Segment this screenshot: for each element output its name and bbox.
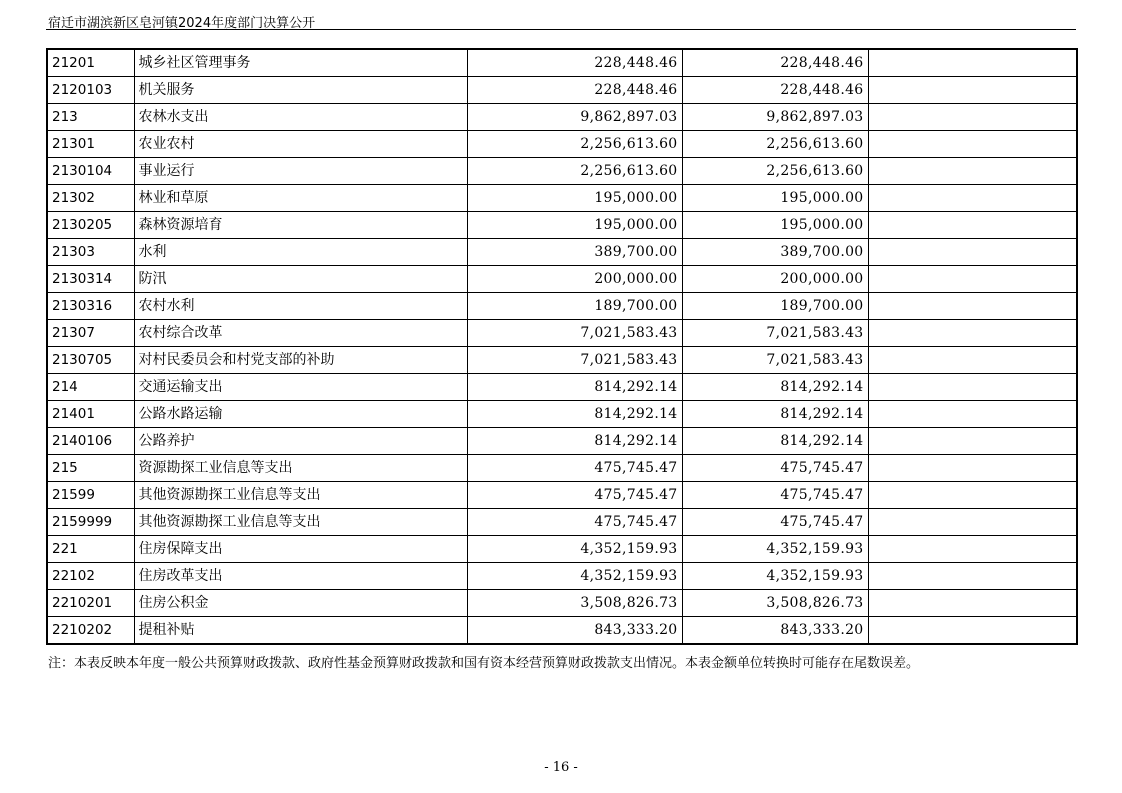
empty-cell	[868, 509, 1077, 536]
subject-code-cell: 2130104	[47, 158, 134, 185]
subject-code-cell: 2130205	[47, 212, 134, 239]
empty-cell	[868, 590, 1077, 617]
amount-total-cell: 195,000.00	[467, 212, 682, 239]
amount-total-cell: 228,448.46	[467, 77, 682, 104]
subject-code-cell: 21302	[47, 185, 134, 212]
table-row	[47, 401, 1077, 428]
subject-name-cell: 公路养护	[134, 428, 467, 455]
table-row	[47, 590, 1077, 617]
amount-basic-cell: 389,700.00	[682, 239, 868, 266]
amount-total-cell: 3,508,826.73	[467, 590, 682, 617]
table-row	[47, 185, 1077, 212]
subject-name-cell: 林业和草原	[134, 185, 467, 212]
table-row	[47, 509, 1077, 536]
empty-cell	[868, 239, 1077, 266]
table-row	[47, 563, 1077, 590]
amount-basic-cell: 814,292.14	[682, 401, 868, 428]
empty-cell	[868, 158, 1077, 185]
subject-name-cell: 森林资源培育	[134, 212, 467, 239]
subject-code-cell: 2120103	[47, 77, 134, 104]
expenditure-table-body	[47, 49, 1077, 644]
amount-basic-cell: 2,256,613.60	[682, 131, 868, 158]
amount-total-cell: 2,256,613.60	[467, 158, 682, 185]
amount-total-cell: 843,333.20	[467, 617, 682, 645]
table-row	[47, 77, 1077, 104]
page-header-title: 宿迁市湖滨新区皂河镇2024年度部门决算公开	[48, 16, 316, 31]
subject-name-cell: 事业运行	[134, 158, 467, 185]
empty-cell	[868, 428, 1077, 455]
amount-total-cell: 814,292.14	[467, 428, 682, 455]
empty-cell	[868, 266, 1077, 293]
table-footnote: 注：本表反映本年度一般公共预算财政拨款、政府性基金预算财政拨款和国有资本经营预算财政拨款支出情况。本表金额单位转换时可能存在尾数误差。	[48, 656, 920, 671]
subject-name-cell: 水利	[134, 239, 467, 266]
subject-code-cell: 22102	[47, 563, 134, 590]
amount-total-cell: 475,745.47	[467, 482, 682, 509]
amount-total-cell: 4,352,159.93	[467, 536, 682, 563]
amount-basic-cell: 814,292.14	[682, 374, 868, 401]
subject-name-cell: 对村民委员会和村党支部的补助	[134, 347, 467, 374]
empty-cell	[868, 617, 1077, 645]
subject-name-cell: 农村综合改革	[134, 320, 467, 347]
subject-name-cell: 住房改革支出	[134, 563, 467, 590]
subject-code-cell: 2130314	[47, 266, 134, 293]
amount-total-cell: 814,292.14	[467, 401, 682, 428]
amount-total-cell: 195,000.00	[467, 185, 682, 212]
amount-total-cell: 4,352,159.93	[467, 563, 682, 590]
amount-total-cell: 475,745.47	[467, 455, 682, 482]
table-row	[47, 104, 1077, 131]
amount-basic-cell: 195,000.00	[682, 212, 868, 239]
amount-total-cell: 228,448.46	[467, 49, 682, 77]
subject-code-cell: 213	[47, 104, 134, 131]
table-row	[47, 347, 1077, 374]
table-row	[47, 428, 1077, 455]
amount-basic-cell: 475,745.47	[682, 482, 868, 509]
subject-name-cell: 公路水路运输	[134, 401, 467, 428]
table-row	[47, 455, 1077, 482]
amount-basic-cell: 475,745.47	[682, 455, 868, 482]
table-row	[47, 239, 1077, 266]
amount-total-cell: 475,745.47	[467, 509, 682, 536]
amount-total-cell: 2,256,613.60	[467, 131, 682, 158]
header-divider	[46, 29, 1076, 30]
empty-cell	[868, 320, 1077, 347]
empty-cell	[868, 401, 1077, 428]
amount-basic-cell: 7,021,583.43	[682, 320, 868, 347]
subject-name-cell: 农林水支出	[134, 104, 467, 131]
empty-cell	[868, 293, 1077, 320]
subject-name-cell: 住房公积金	[134, 590, 467, 617]
empty-cell	[868, 455, 1077, 482]
subject-name-cell: 住房保障支出	[134, 536, 467, 563]
expenditure-table	[46, 48, 1078, 645]
table-row	[47, 536, 1077, 563]
subject-code-cell: 221	[47, 536, 134, 563]
subject-name-cell: 农业农村	[134, 131, 467, 158]
amount-basic-cell: 475,745.47	[682, 509, 868, 536]
table-row	[47, 320, 1077, 347]
subject-name-cell: 资源勘探工业信息等支出	[134, 455, 467, 482]
amount-basic-cell: 228,448.46	[682, 49, 868, 77]
amount-basic-cell: 4,352,159.93	[682, 536, 868, 563]
subject-name-cell: 其他资源勘探工业信息等支出	[134, 509, 467, 536]
empty-cell	[868, 482, 1077, 509]
empty-cell	[868, 49, 1077, 77]
empty-cell	[868, 536, 1077, 563]
subject-code-cell: 2210201	[47, 590, 134, 617]
amount-total-cell: 9,862,897.03	[467, 104, 682, 131]
subject-name-cell: 其他资源勘探工业信息等支出	[134, 482, 467, 509]
amount-total-cell: 7,021,583.43	[467, 320, 682, 347]
empty-cell	[868, 185, 1077, 212]
amount-basic-cell: 4,352,159.93	[682, 563, 868, 590]
subject-code-cell: 21301	[47, 131, 134, 158]
amount-basic-cell: 228,448.46	[682, 77, 868, 104]
table-row	[47, 266, 1077, 293]
subject-code-cell: 2140106	[47, 428, 134, 455]
table-row	[47, 482, 1077, 509]
empty-cell	[868, 77, 1077, 104]
page-number: - 16 -	[544, 760, 578, 775]
subject-code-cell: 2130316	[47, 293, 134, 320]
table-row	[47, 293, 1077, 320]
table-row	[47, 131, 1077, 158]
empty-cell	[868, 347, 1077, 374]
subject-code-cell: 2210202	[47, 617, 134, 645]
subject-code-cell: 2159999	[47, 509, 134, 536]
amount-total-cell: 389,700.00	[467, 239, 682, 266]
amount-total-cell: 814,292.14	[467, 374, 682, 401]
subject-name-cell: 农村水利	[134, 293, 467, 320]
amount-basic-cell: 7,021,583.43	[682, 347, 868, 374]
subject-code-cell: 21599	[47, 482, 134, 509]
amount-total-cell: 189,700.00	[467, 293, 682, 320]
amount-basic-cell: 2,256,613.60	[682, 158, 868, 185]
table-row	[47, 212, 1077, 239]
empty-cell	[868, 104, 1077, 131]
amount-basic-cell: 843,333.20	[682, 617, 868, 645]
subject-code-cell: 215	[47, 455, 134, 482]
subject-name-cell: 提租补贴	[134, 617, 467, 645]
subject-code-cell: 21303	[47, 239, 134, 266]
amount-basic-cell: 3,508,826.73	[682, 590, 868, 617]
empty-cell	[868, 131, 1077, 158]
amount-total-cell: 200,000.00	[467, 266, 682, 293]
subject-code-cell: 21401	[47, 401, 134, 428]
amount-basic-cell: 814,292.14	[682, 428, 868, 455]
subject-name-cell: 城乡社区管理事务	[134, 49, 467, 77]
table-row	[47, 158, 1077, 185]
subject-code-cell: 2130705	[47, 347, 134, 374]
subject-name-cell: 交通运输支出	[134, 374, 467, 401]
amount-total-cell: 7,021,583.43	[467, 347, 682, 374]
empty-cell	[868, 374, 1077, 401]
subject-code-cell: 214	[47, 374, 134, 401]
amount-basic-cell: 195,000.00	[682, 185, 868, 212]
subject-code-cell: 21201	[47, 49, 134, 77]
subject-code-cell: 21307	[47, 320, 134, 347]
amount-basic-cell: 189,700.00	[682, 293, 868, 320]
table-row	[47, 617, 1077, 645]
amount-basic-cell: 9,862,897.03	[682, 104, 868, 131]
table-row	[47, 374, 1077, 401]
amount-basic-cell: 200,000.00	[682, 266, 868, 293]
empty-cell	[868, 212, 1077, 239]
subject-name-cell: 机关服务	[134, 77, 467, 104]
subject-name-cell: 防汛	[134, 266, 467, 293]
empty-cell	[868, 563, 1077, 590]
table-row	[47, 49, 1077, 77]
